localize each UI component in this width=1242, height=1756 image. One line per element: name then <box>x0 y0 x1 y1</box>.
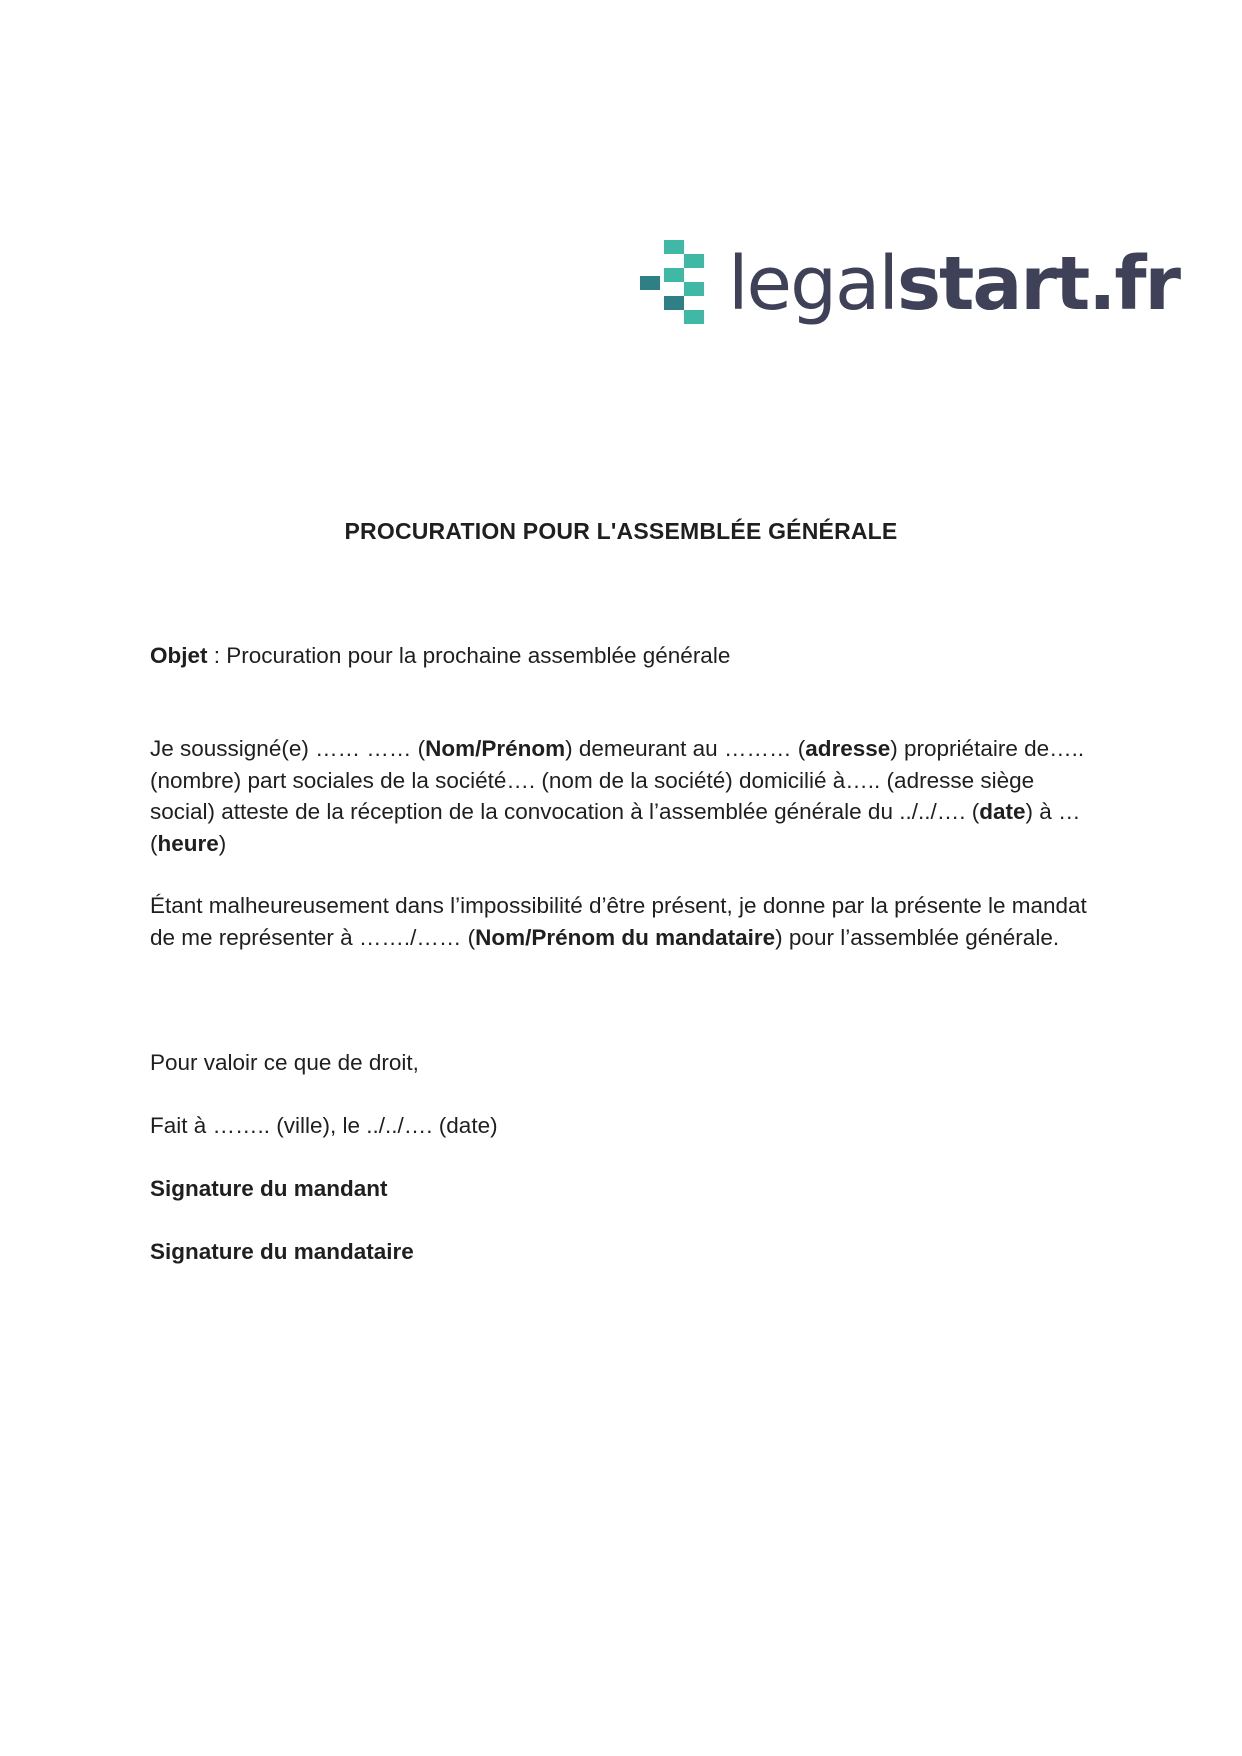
para1-text-4: ) à … ( <box>150 799 1081 856</box>
logo-text-bold: start <box>896 241 1089 327</box>
para1-bold-adresse: adresse <box>805 736 891 761</box>
para1-bold-heure: heure <box>157 830 219 856</box>
para1-text-5: ) <box>218 830 227 856</box>
para1-bold-nom-prenom: Nom/Prénom <box>425 736 566 761</box>
logo-text-tld: .fr <box>1088 241 1180 327</box>
para2-text-2: ) pour l’assemblée générale. <box>775 924 1060 950</box>
objet-line <box>150 640 1100 672</box>
logo-text-light: legal <box>728 241 897 327</box>
para1-text-3: ) propriétaire de….. (nombre) part sociales de la société…. (nom de la société) domicilié à….. (adresse siège social) atteste de la réception de la convocation à l’assemblée générale du ../../…. ( <box>150 736 1085 824</box>
para2-text-1: Étant malheureusement dans l’impossibilité d’être présent, je donne par la présente le mandat de me représenter à ……./…… ( <box>150 893 1087 950</box>
place-date-line: Fait à …….. (ville), le ../../…. (date) <box>150 1113 498 1138</box>
para1-text-2: ) demeurant au ……… ( <box>565 736 806 761</box>
logo-wordmark <box>728 241 1180 327</box>
closing-line: Pour valoir ce que de droit, <box>150 1050 419 1075</box>
signature-mandataire-label: Signature du mandataire <box>150 1239 414 1264</box>
mandate-paragraph <box>150 890 1100 953</box>
para2-bold-mandataire: Nom/Prénom du mandataire <box>475 924 776 950</box>
objet-label: Objet <box>150 643 208 668</box>
declaration-paragraph <box>150 733 1100 859</box>
objet-text: : Procuration pour la prochaine assemblée générale <box>207 643 731 668</box>
document-title: PROCURATION POUR L'ASSEMBLÉE GÉNÉRALE <box>344 518 898 544</box>
para1-text-1: Je soussigné(e) …… …… ( <box>150 736 426 761</box>
legalstart-logo-mark-icon <box>640 240 708 328</box>
signature-mandant-label: Signature du mandant <box>150 1176 388 1201</box>
legalstart-logo <box>640 240 1179 328</box>
para1-bold-date: date <box>979 799 1026 824</box>
